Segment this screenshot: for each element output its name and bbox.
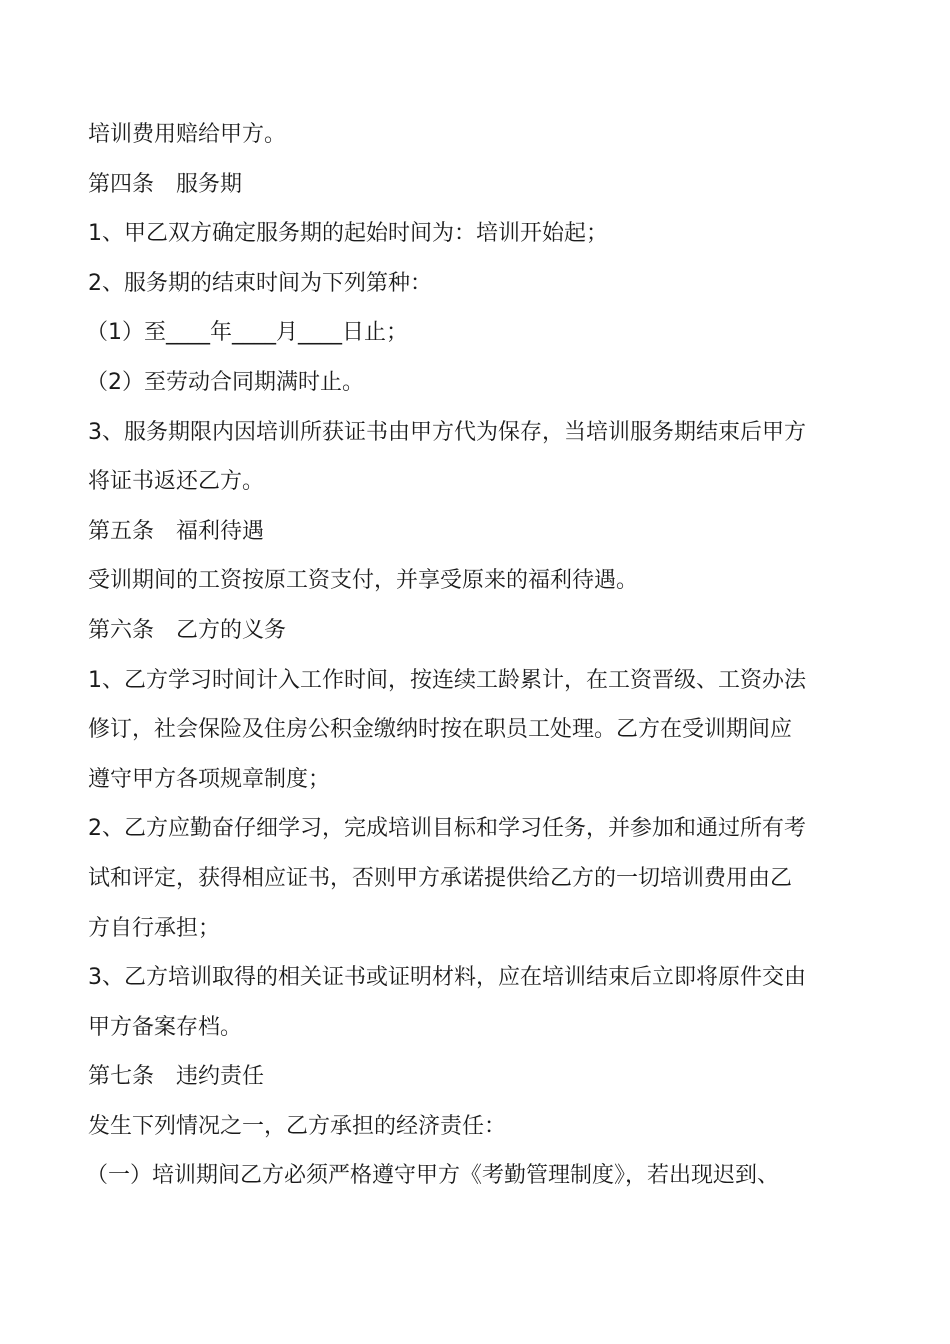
text-line: 将证书返还乙方。 [88, 469, 265, 495]
section-heading-article-4: 第四条 服务期 [88, 171, 243, 197]
text-line: （2）至劳动合同期满时止。 [86, 369, 364, 395]
section-heading-article-7: 第七条 违约责任 [88, 1064, 265, 1090]
text-line: 遵守甲方各项规章制度； [88, 766, 331, 792]
section-heading-article-5: 第五条 福利待遇 [88, 518, 265, 544]
text-line: （1）至____年____月____日止； [86, 320, 408, 346]
text-line: 3、乙方培训取得的相关证书或证明材料，应在培训结束后立即将原件交由 [88, 965, 806, 991]
text-line: 发生下列情况之一，乙方承担的经济责任： [88, 1113, 507, 1139]
text-line: （一）培训期间乙方必须严格遵守甲方《考勤管理制度》，若出现迟到、 [86, 1163, 780, 1189]
text-line: 1、甲乙双方确定服务期的起始时间为：培训开始起； [88, 221, 608, 247]
section-heading-article-6: 第六条 乙方的义务 [88, 617, 287, 643]
text-line: 试和评定，获得相应证书，否则甲方承诺提供给乙方的一切培训费用由乙 [88, 865, 793, 891]
text-line: 2、服务期的结束时间为下列第种： [88, 270, 432, 296]
text-line: 2、乙方应勤奋仔细学习，完成培训目标和学习任务，并参加和通过所有考 [88, 816, 806, 842]
text-line: 1、乙方学习时间计入工作时间，按连续工龄累计，在工资晋级、工资办法 [88, 667, 806, 693]
text-line: 方自行承担； [88, 915, 221, 941]
text-line: 受训期间的工资按原工资支付，并享受原来的福利待遇。 [88, 568, 639, 594]
text-line: 甲方备案存档。 [88, 1014, 243, 1040]
text-line: 修订，社会保险及住房公积金缴纳时按在职员工处理。乙方在受训期间应 [88, 717, 793, 743]
text-line: 培训费用赔给甲方。 [88, 122, 287, 147]
text-line: 3、服务期限内因培训所获证书由甲方代为保存，当培训服务期结束后甲方 [88, 419, 806, 445]
document-body [88, 110, 878, 1201]
